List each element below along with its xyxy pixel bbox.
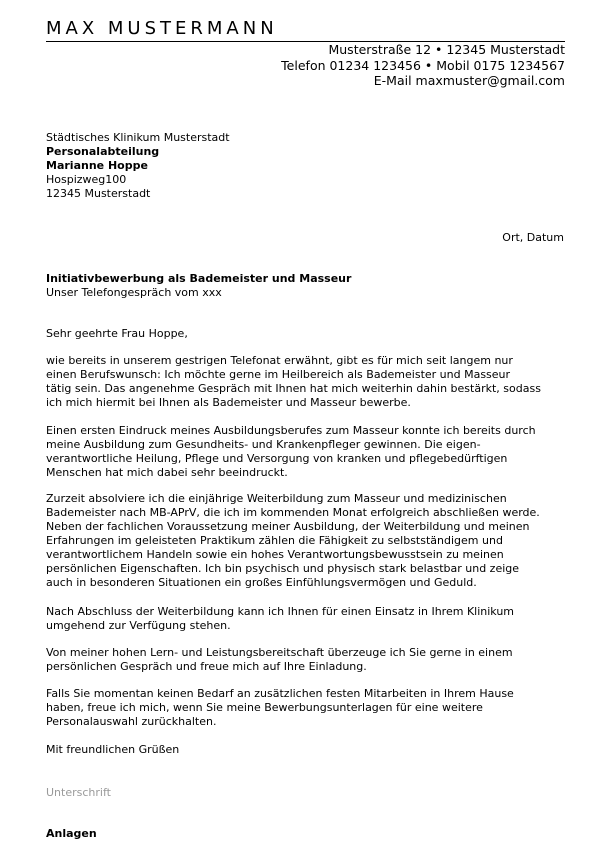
paragraph-line: Menschen hat mich dabei sehr beeindruckt. bbox=[46, 466, 288, 479]
paragraph-line: tätig sein. Das angenehme Gespräch mit Ihnen hat mich weiterhin dahin bestärkt, sodass bbox=[46, 382, 541, 395]
place-date: Ort, Datum bbox=[502, 231, 564, 244]
subject-title: Initiativbewerbung als Bademeister und Masseur bbox=[46, 272, 352, 285]
body-paragraph bbox=[46, 354, 566, 410]
paragraph-line: Einen ersten Eindruck meines Ausbildungsberufes zum Masseur konnte ich bereits durch bbox=[46, 424, 536, 437]
subject-reference: Unser Telefongespräch vom xxx bbox=[46, 286, 222, 299]
paragraph-line: Zurzeit absolviere ich die einjährige Weiterbildung zum Masseur und medizinischen bbox=[46, 492, 507, 505]
recipient-city: 12345 Musterstadt bbox=[46, 187, 151, 200]
paragraph-line: Erfahrungen im geleisteten Praktikum zählen die Fähigkeit zu selbstständigem und bbox=[46, 534, 503, 547]
paragraph-line: persönlichen Eigenschaften. Ich bin psychisch und physisch stark belastbar und zeige bbox=[46, 562, 520, 575]
recipient-department: Personalabteilung bbox=[46, 145, 160, 158]
body-paragraph bbox=[46, 605, 566, 633]
recipient-address-block bbox=[46, 131, 566, 201]
paragraph-line: Falls Sie momentan keinen Bedarf an zusätzlichen festen Mitarbeiten in Ihrem Hause bbox=[46, 687, 514, 700]
paragraph-line: meine Ausbildung zum Gesundheits- und Krankenpfleger gewinnen. Die eigen- bbox=[46, 438, 481, 451]
paragraph-line: verantwortlichem Handeln sowie ein hohes Verantwortungsbewusstsein zu meinen bbox=[46, 548, 504, 561]
recipient-street: Hospizweg100 bbox=[46, 173, 127, 186]
paragraph-line: Von meiner hohen Lern- und Leistungsbereitschaft überzeuge ich Sie gerne in einem bbox=[46, 646, 513, 659]
recipient-organization: Städtisches Klinikum Musterstadt bbox=[46, 131, 230, 144]
sender-name: MAX MUSTERMANN bbox=[46, 18, 278, 39]
paragraph-line: Nach Abschluss der Weiterbildung kann ich Ihnen für einen Einsatz in Ihrem Klinikum bbox=[46, 605, 515, 618]
body-paragraph bbox=[46, 646, 566, 674]
paragraph-line: haben, freue ich mich, wenn Sie meine Bewerbungsunterlagen für eine weitere bbox=[46, 701, 483, 714]
signature-placeholder: Unterschrift bbox=[46, 786, 111, 799]
body-paragraph bbox=[46, 687, 566, 729]
closing: Mit freundlichen Grüßen bbox=[46, 743, 180, 756]
sender-phone-line: Telefon 01234 123456 • Mobil 0175 1234567 bbox=[281, 57, 565, 73]
subject-block bbox=[46, 272, 566, 300]
paragraph-line: einen Berufswunsch: Ich möchte gerne im Heilbereich als Bademeister und Masseur bbox=[46, 368, 511, 381]
sender-email-line: E-Mail maxmuster@gmail.com bbox=[373, 73, 565, 88]
recipient-contact-person: Marianne Hoppe bbox=[46, 159, 148, 172]
body-paragraph bbox=[46, 492, 566, 590]
paragraph-line: Neben der fachlichen Voraussetzung meiner Ausbildung, der Weiterbildung und meinen bbox=[46, 520, 530, 533]
paragraph-line: persönlichen Gespräch und freue mich auf Ihre Einladung. bbox=[46, 660, 367, 673]
attachments-label: Anlagen bbox=[46, 827, 97, 840]
paragraph-line: wie bereits in unserem gestrigen Telefonat erwähnt, gibt es für mich seit langem nur bbox=[46, 354, 513, 367]
paragraph-line: Bademeister nach MB-APrV, die ich im kommenden Monat erfolgreich abschließen werde. bbox=[46, 506, 540, 519]
paragraph-line: Personalauswahl zurückhalten. bbox=[46, 715, 217, 728]
body-paragraph bbox=[46, 424, 566, 480]
paragraph-line: ich mich hiermit bei Ihnen als Bademeister und Masseur bewerbe. bbox=[46, 396, 411, 409]
paragraph-line: auch in besonderen Situationen ein großes Einfühlungsvermögen und Geduld. bbox=[46, 576, 477, 589]
sender-contact-block bbox=[281, 42, 565, 89]
salutation: Sehr geehrte Frau Hoppe, bbox=[46, 327, 188, 340]
paragraph-line: umgehend zur Verfügung stehen. bbox=[46, 619, 231, 632]
sender-address-line: Musterstraße 12 • 12345 Musterstadt bbox=[328, 42, 565, 57]
paragraph-line: verantwortliche Heilung, Pflege und Versorgung von kranken und pflegebedürftigen bbox=[46, 452, 508, 465]
